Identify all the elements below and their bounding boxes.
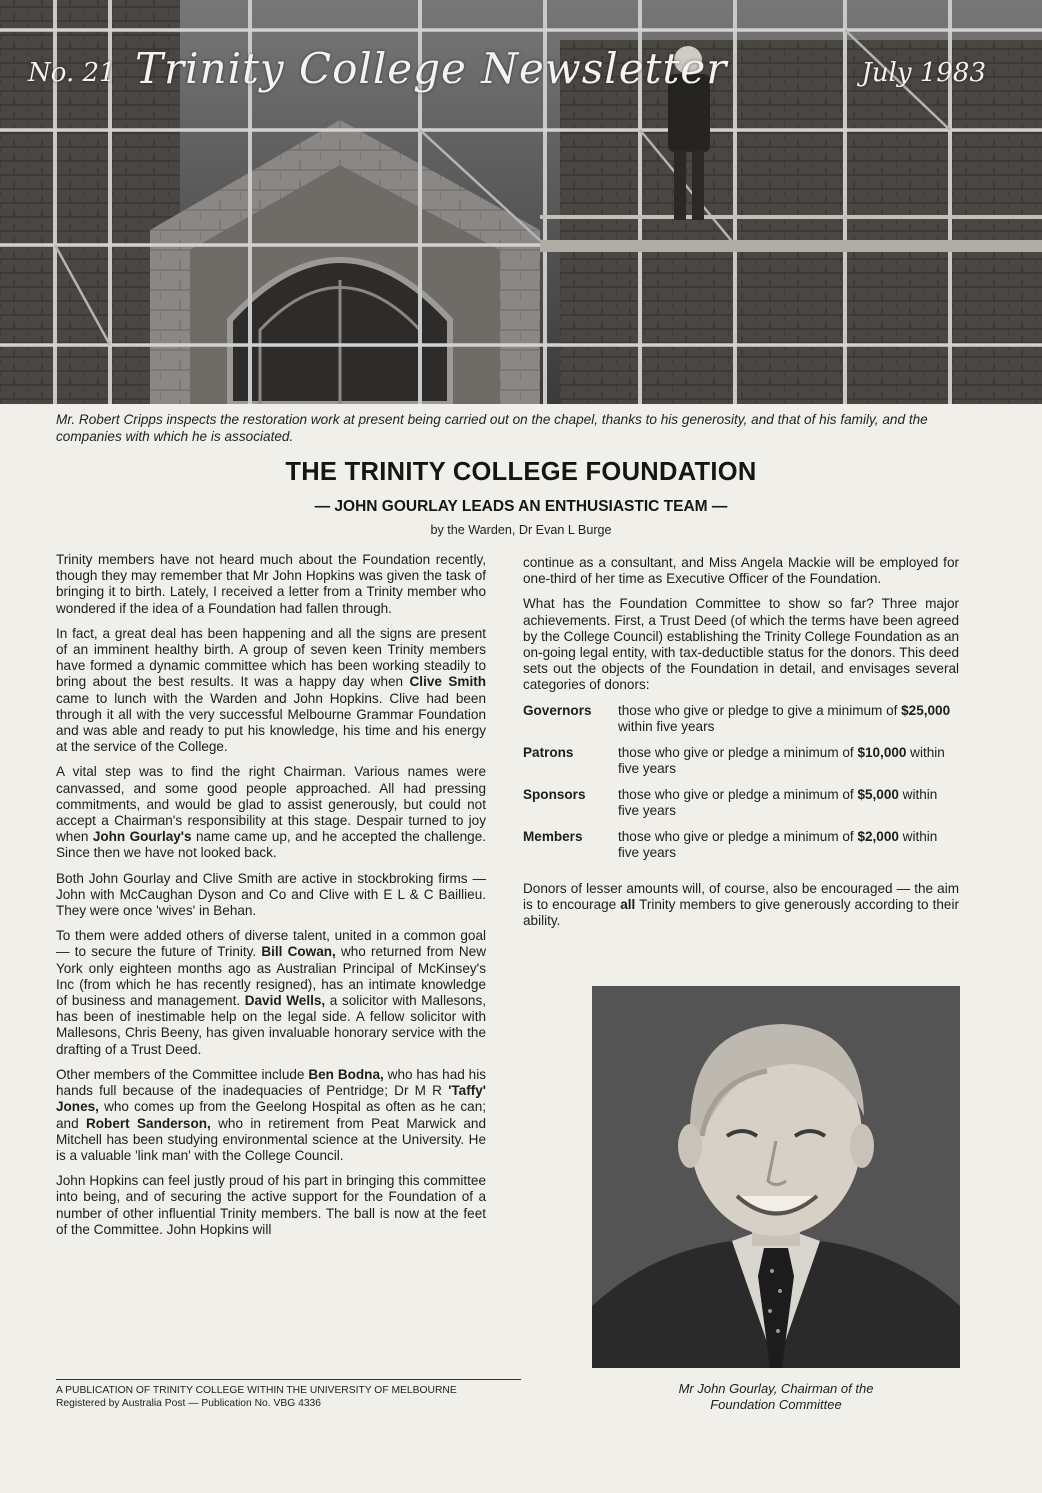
footer-registration: Registered by Australia Post — Publication No. VBG 4336 xyxy=(56,1398,321,1409)
portrait-caption: Mr John Gourlay, Chairman of the Foundation Committee xyxy=(678,1381,874,1412)
paragraph: Trinity members have not heard much about the Foundation recently, though they may remember that Mr John Hopkins was given the task of bringing it to birth. Lately, I received a letter from a Trinity member who wondered if the idea of a Foundation had fallen through. xyxy=(56,552,486,616)
article-headline: THE TRINITY COLLEGE FOUNDATION xyxy=(285,458,757,486)
donor-category-row xyxy=(523,829,959,871)
photo-caption: Mr. Robert Cripps inspects the restoration work at present being carried out on the chapel, thanks to his generosity, and that of his family, and the companies with which he is associated. xyxy=(56,412,928,444)
donor-category-description: those who give or pledge a minimum of $5,000 within five years xyxy=(618,786,938,818)
donor-category: Members xyxy=(523,828,583,844)
paragraph: In fact, a great deal has been happening and all the signs are present of an imminent healthy birth. A group of seven keen Trinity members have formed a dynamic committee which has been working steadily to bring about the best results. It was a happy day when Clive Smith came to lunch with the Warden and John Hopkins. Clive had been through it all with the very successful Melbourne Grammar Foundation and was able and ready to put his knowledge, his time and his energy at the service of the College. xyxy=(56,625,486,755)
newsletter-title: Trinity College Newsletter xyxy=(135,44,728,93)
donor-categories-table xyxy=(523,703,959,871)
donor-category-description: those who give or pledge a minimum of $10,000 within five years xyxy=(618,744,945,776)
portrait-illustration xyxy=(592,986,960,1368)
paragraph: Other members of the Committee include Ben Bodna, who has had his hands full because of the inadequacies of Pentridge; Dr M R 'Taffy' Jones, who comes up from the Geelong Hospital as often as he can; and Robert Sanderson, who in retirement from Peat Marwick and Mitchell has been studying environmental science at the University. He is a valuable 'link man' with the College Council. xyxy=(56,1066,486,1163)
article-subheadline: — JOHN GOURLAY LEADS AN ENTHUSIASTIC TEAM — xyxy=(314,498,728,515)
article-byline: by the Warden, Dr Evan L Burge xyxy=(430,523,612,537)
left-column xyxy=(56,552,486,1247)
paragraph: A vital step was to find the right Chairman. Various names were canvassed, and some good people approached. All had pressing commitments, and would be glad to assist generously, but could not accept a Chairman's responsibility at this stage. Despair turned to joy when John Gourlay's name came up, and he accepted the challenge. Since then we have not looked back. xyxy=(56,764,486,861)
footer-publisher: A PUBLICATION OF TRINITY COLLEGE WITHIN THE UNIVERSITY OF MELBOURNE xyxy=(56,1385,457,1396)
donor-category-row xyxy=(523,703,959,745)
donor-category-description: those who give or pledge to give a minimum of $25,000 within five years xyxy=(618,702,951,734)
chapel-restoration-photo xyxy=(0,0,1042,404)
paragraph: continue as a consultant, and Miss Angela Mackie will be employed for one-third of her time as Executive Officer of the Foundation. xyxy=(523,555,959,587)
john-gourlay-portrait xyxy=(592,986,960,1368)
donor-category-description: those who give or pledge a minimum of $2,000 within five years xyxy=(618,828,938,860)
masthead xyxy=(0,42,1042,102)
paragraph: Both John Gourlay and Clive Smith are active in stockbroking firms — John with McCaughan Dyson and Co and Clive with E L & C Baillieu. They were once 'wives' in Behan. xyxy=(56,870,486,919)
donor-category-row xyxy=(523,787,959,829)
publication-footer xyxy=(56,1379,521,1410)
paragraph: John Hopkins can feel justly proud of his part in bringing this committee into being, and of securing the active support for the Foundation of a number of other influential Trinity members. The ball is now at the feet of the Committee. John Hopkins will xyxy=(56,1173,486,1237)
donor-category: Governors xyxy=(523,702,592,718)
donor-category: Patrons xyxy=(523,744,574,760)
right-column xyxy=(523,555,959,938)
paragraph: Donors of lesser amounts will, of course, also be encouraged — the aim is to encourage all Trinity members to give generously according to their ability. xyxy=(523,880,959,929)
paragraph: What has the Foundation Committee to show so far? Three major achievements. First, a Trust Deed (of which the terms have been agreed by the College Council) establishing the Trinity College Foundation as an on-going legal entity, with tax-deductible status for the donors. This deed sets out the objects of the Foundation in detail, and envisages several categories of donors: xyxy=(523,596,960,693)
donor-category-row xyxy=(523,745,959,787)
paragraph: To them were added others of diverse talent, united in a common goal — to secure the future of Trinity. Bill Cowan, who returned from New York only eighteen months ago as Australian Principal of McKinsey's Inc (from which he has recently resigned), has an intimate knowledge of business and management. David Wells, a solicitor with Mallesons, has been of inestimable help on the legal side. A fellow solicitor with Mallesons, Chris Beeny, has given invaluable honorary service with the drafting of a Trust Deed. xyxy=(56,928,486,1057)
donor-category: Sponsors xyxy=(523,786,586,802)
issue-date: July 1983 xyxy=(861,58,986,88)
issue-number: No. 21 xyxy=(28,58,116,88)
